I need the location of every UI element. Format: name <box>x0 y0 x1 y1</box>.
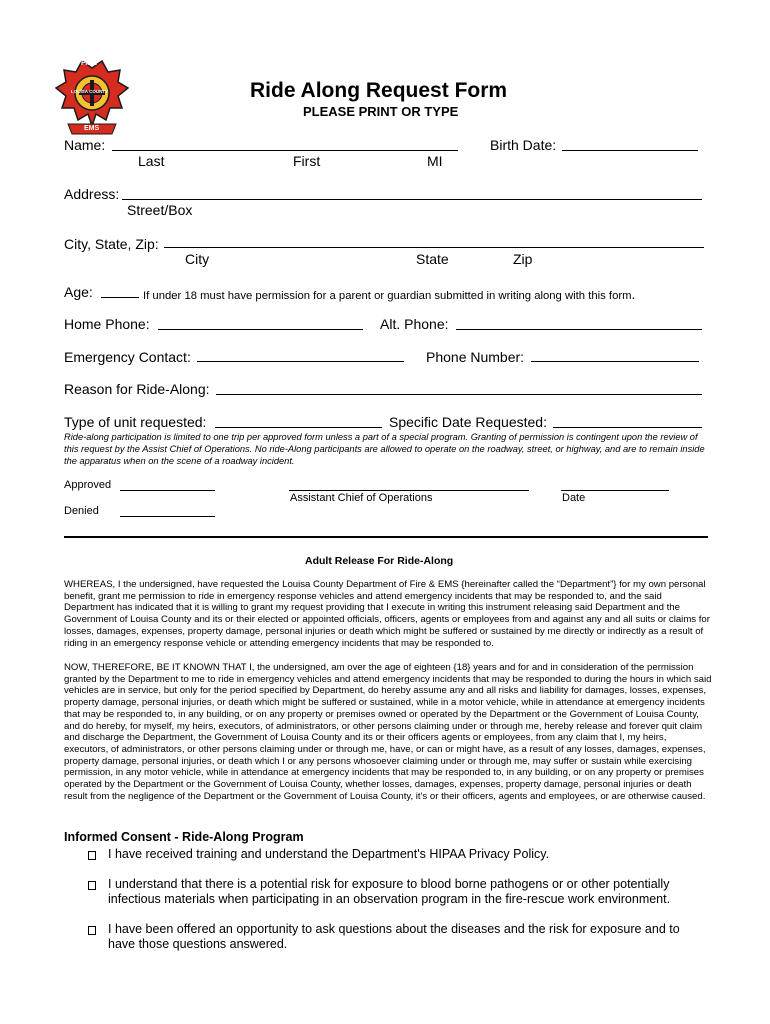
department-logo <box>54 58 130 138</box>
age-field[interactable] <box>101 297 139 298</box>
name-sub-last: Last <box>138 153 165 169</box>
emergency-contact-label: Emergency Contact: <box>64 349 191 365</box>
age-note <box>143 286 635 302</box>
date-requested-field[interactable] <box>553 427 702 428</box>
logo-mid-text: LOUISA COUNTY <box>71 89 109 94</box>
release-paragraph-2: NOW, THEREFORE, BE IT KNOWN THAT I, the undersigned, am over the age of eighteen {18} years and for and in consideration of the permission granted by the Department to me to ride in emergency vehicles and attend emergency incidents that may be responded to during the hours in which said vehicles are in service, but only for the period specified by Department, do hereby assume any and all risks and liability for damages, losses, expenses, property damage, personal injuries, or death which might be suffered or sustained, while in a motor vehicle, while in attendance at emergency incidents that may be responded to, in any building, or on any property or premises owned or operated by the Department or the Government of Louisa County, and do hereby, for myself, my heirs, executors, of administrators, or other persons claiming under or through me, hereby release and forever quit claim and discharge the Department, the Government of Louisa County and its or their officers agents or employees, from any claim that I, my heirs, executors, of administrators, or other persons claiming under or through me, have, or can or might have, as a result of any losses, damages, expenses, property damage, personal injuries, or death which I or any persons whosoever claiming under or through me, may suffer or sustain while exercising permission, in any motor vehicle, while in attendance at emergency incidents that may be responded to, in any building, or on any property or premises operated by the Department or the Government of Louisa County, whether losses, damages, expenses, property damage, personal injuries or death result from the negligence of the Department or the Government of Louisa County, it's or their officers, agents and employees, or are otherwise caused. <box>64 662 712 802</box>
phone-number-field[interactable] <box>531 361 699 362</box>
city-sub: City <box>185 251 210 267</box>
alt-phone-label: Alt. Phone: <box>380 316 449 332</box>
consent-item-text: I understand that there is a potential risk for exposure to blood borne pathogens or or other potentially infectious materials when participating in an observation program in the fire-rescue work environment. <box>108 877 671 906</box>
city-state-zip-field[interactable] <box>164 247 704 248</box>
city-state-zip-label: City, State, Zip: <box>64 236 159 252</box>
section-divider <box>64 536 708 538</box>
checkbox-icon[interactable] <box>88 926 96 935</box>
address-field[interactable] <box>122 199 702 200</box>
reason-field[interactable] <box>216 394 702 395</box>
unit-type-label: Type of unit requested: <box>64 414 207 430</box>
name-sub-mi: MI <box>427 153 443 169</box>
name-sub-first: First <box>293 153 321 169</box>
home-phone-field[interactable] <box>158 329 363 330</box>
chief-signature-line[interactable] <box>289 490 529 491</box>
unit-type-field[interactable] <box>215 427 382 428</box>
age-note-period: . <box>631 286 636 302</box>
denied-label: Denied <box>64 505 99 517</box>
release-title: Adult Release For Ride-Along <box>305 555 454 567</box>
consent-item-text: I have been offered an opportunity to ask questions about the diseases and the risk for exposure and to have those questions answered. <box>108 922 680 951</box>
birth-date-field[interactable] <box>562 150 698 151</box>
address-sub: Street/Box <box>127 202 193 218</box>
page-subtitle: PLEASE PRINT OR TYPE <box>303 104 459 119</box>
name-label: Name: <box>64 137 106 153</box>
state-sub: State <box>416 251 449 267</box>
page-title: Ride Along Request Form <box>250 79 508 102</box>
zip-sub: Zip <box>513 251 533 267</box>
emergency-contact-field[interactable] <box>197 361 404 362</box>
age-note-text: If under 18 must have permission for a parent or guardian submitted in writing along with this form <box>143 290 632 302</box>
consent-title: Informed Consent - Ride-Along Program <box>64 830 304 844</box>
approval-date-line[interactable] <box>561 490 669 491</box>
birth-date-label: Birth Date: <box>490 137 557 153</box>
phone-number-label: Phone Number: <box>426 349 525 365</box>
date-requested-label: Specific Date Requested: <box>389 414 547 430</box>
checkbox-icon[interactable] <box>88 851 96 860</box>
logo-bottom-text: EMS <box>84 125 100 132</box>
reason-label: Reason for Ride-Along: <box>64 381 210 397</box>
disclaimer-text: Ride-along participation is limited to one trip per approved form unless a part of a special program. Granting of permission is contingent upon the review of this request by the Assist Chief of Operations. No ride-Along participants are allowed to operate on the roadway, street, or highway, and are to remain inside the apparatus when on the scene of a roadway incident. <box>64 432 705 466</box>
consent-item-text: I have received training and understand the Department's HIPAA Privacy Policy. <box>108 847 550 861</box>
denied-field[interactable] <box>120 516 215 517</box>
approval-date-label: Date <box>562 492 586 504</box>
age-label: Age: <box>64 284 93 300</box>
chief-label: Assistant Chief of Operations <box>290 492 433 504</box>
approved-label: Approved <box>64 479 112 491</box>
name-field[interactable] <box>112 150 458 151</box>
release-paragraph-1: WHEREAS, I the undersigned, have requested the Louisa County Department of Fire & EMS {hereinafter called the “Department”} for my own personal benefit, grant me permission to ride in emergency response vehicles and attend emergency incidents that may be responded to, and the said Department has indicated that it is willing to grant my request providing that I execute in writing this instrument releasing said Department and the Government of Louisa County and its or their elected or appointed officials, officers, agents or employees from and against any and all suits or claims for losses, damages, expenses, property damage, personal injuries or death which might be suffered or sustained by me directly or indirectly as a result of riding in an emergency response vehicle or attending emergency incidents that may be responded to. <box>64 579 710 649</box>
approved-field[interactable] <box>120 490 215 491</box>
alt-phone-field[interactable] <box>456 329 702 330</box>
logo-top-text: FIRE <box>81 60 97 67</box>
checkbox-icon[interactable] <box>88 881 96 890</box>
address-label: Address: <box>64 186 120 202</box>
home-phone-label: Home Phone: <box>64 316 150 332</box>
